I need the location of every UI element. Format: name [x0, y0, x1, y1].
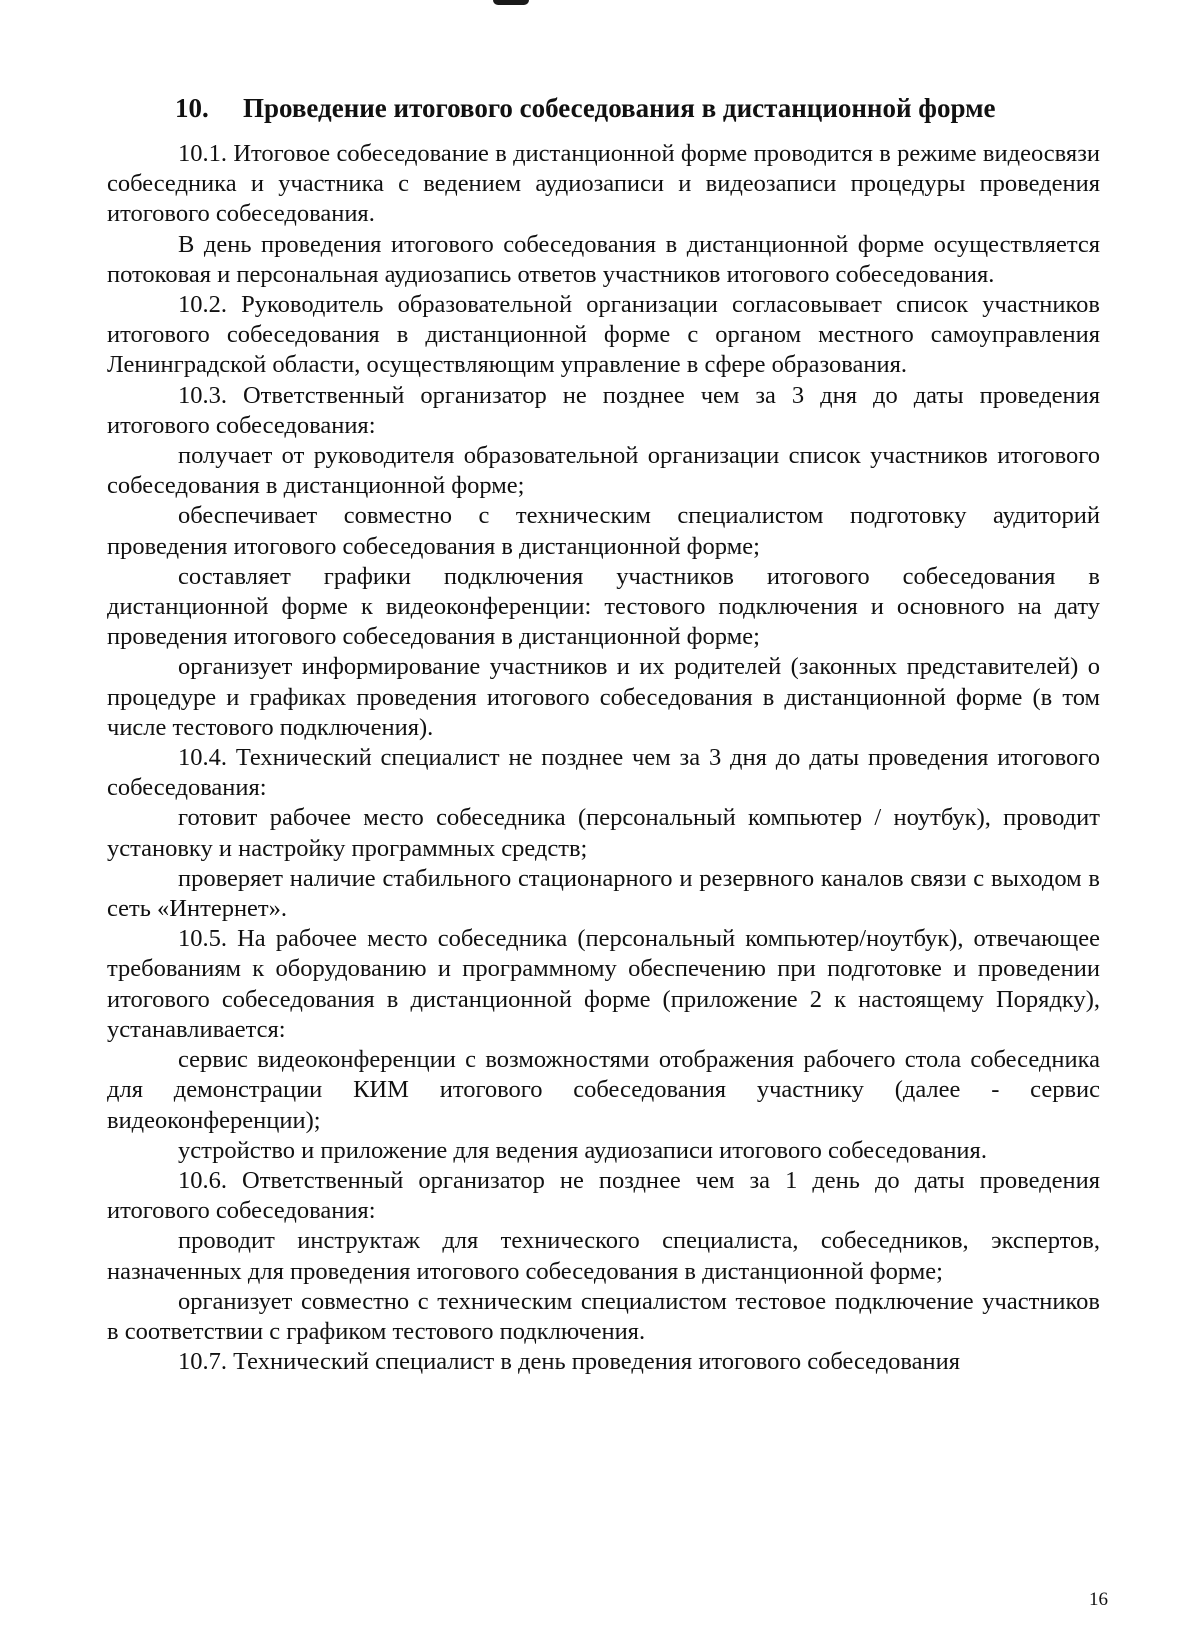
paragraph-10-6: 10.6. Ответственный организатор не позднее чем за 1 день до даты проведения итогового собеседования: [107, 1166, 1100, 1225]
section-heading [175, 92, 1100, 124]
paragraph: организует совместно с техническим специалистом тестовое подключение участников в соответствии с графиком тестового подключения. [107, 1287, 1100, 1345]
scan-binding-mark [493, 0, 529, 5]
paragraph: составляет графики подключения участников итогового собеседования в дистанционной форме к видеоконференции: тестового подключения и основного на дату проведения итогового собеседования в дистанционной форме; [107, 562, 1100, 651]
paragraph: устройство и приложение для ведения аудиозаписи итогового собеседования. [178, 1136, 987, 1164]
paragraph-10-3: 10.3. Ответственный организатор не позднее чем за 3 дня до даты проведения итогового собеседования: [107, 381, 1100, 439]
paragraph: проверяет наличие стабильного стационарного и резервного каналов связи с выходом в сеть «Интернет». [107, 864, 1100, 923]
page-number: 16 [1089, 1589, 1108, 1610]
paragraph-10-7: 10.7. Технический специалист в день проведения итогового собеседования [178, 1348, 961, 1376]
document-page [107, 92, 1100, 1377]
section-title: Проведение итогового собеседования в дистанционной форме [243, 93, 996, 123]
paragraph: получает от руководителя образовательной организации список участников итогового собеседования в дистанционной форме; [107, 442, 1100, 500]
paragraph: готовит рабочее место собеседника (персональный компьютер / ноутбук), проводит установку и настройку программных средств; [107, 804, 1100, 862]
paragraph-10-4: 10.4. Технический специалист не позднее чем за 3 дня до даты проведения итогового собеседования: [107, 744, 1100, 802]
paragraph-10-1: 10.1. Итоговое собеседование в дистанционной форме проводится в режиме видеосвязи собеседника и участника с ведением аудиозаписи и видеозаписи процедуры проведения итогового собеседования. [107, 140, 1100, 228]
paragraph-10-5: 10.5. На рабочее место собеседника (персональный компьютер/ноутбук), отвечающее требованиям к оборудованию и программному обеспечению при подготовке и проведении итогового собеседования в дистанционной форме (приложение 2 к настоящему Порядку), устанавливается: [107, 925, 1100, 1043]
paragraph: В день проведения итогового собеседования в дистанционной форме осуществляется потоковая и персональная аудиозапись ответов участников итогового собеседования. [107, 230, 1100, 288]
paragraph: сервис видеоконференции с возможностями отображения рабочего стола собеседника для демонстрации КИМ итогового собеседования участнику (далее - сервис видеоконференции); [107, 1046, 1100, 1134]
paragraph-10-2: 10.2. Руководитель образовательной организации согласовывает список участников итогового собеседования в дистанционной форме с органом местного самоуправления Ленинградской области, осуществляющим управление в сфере образования. [107, 291, 1100, 379]
paragraph: организует информирование участников и их родителей (законных представителей) о процедуре и графиках проведения итогового собеседования в дистанционной форме (в том числе тестового подключения). [107, 653, 1100, 741]
paragraph: обеспечивает совместно с техническим специалистом подготовку аудиторий проведения итогового собеседования в дистанционной форме; [107, 502, 1100, 560]
paragraph: проводит инструктаж для технического специалиста, собеседников, экспертов, назначенных для проведения итогового собеседования в дистанционной форме; [107, 1227, 1100, 1285]
section-number: 10. [175, 93, 209, 123]
